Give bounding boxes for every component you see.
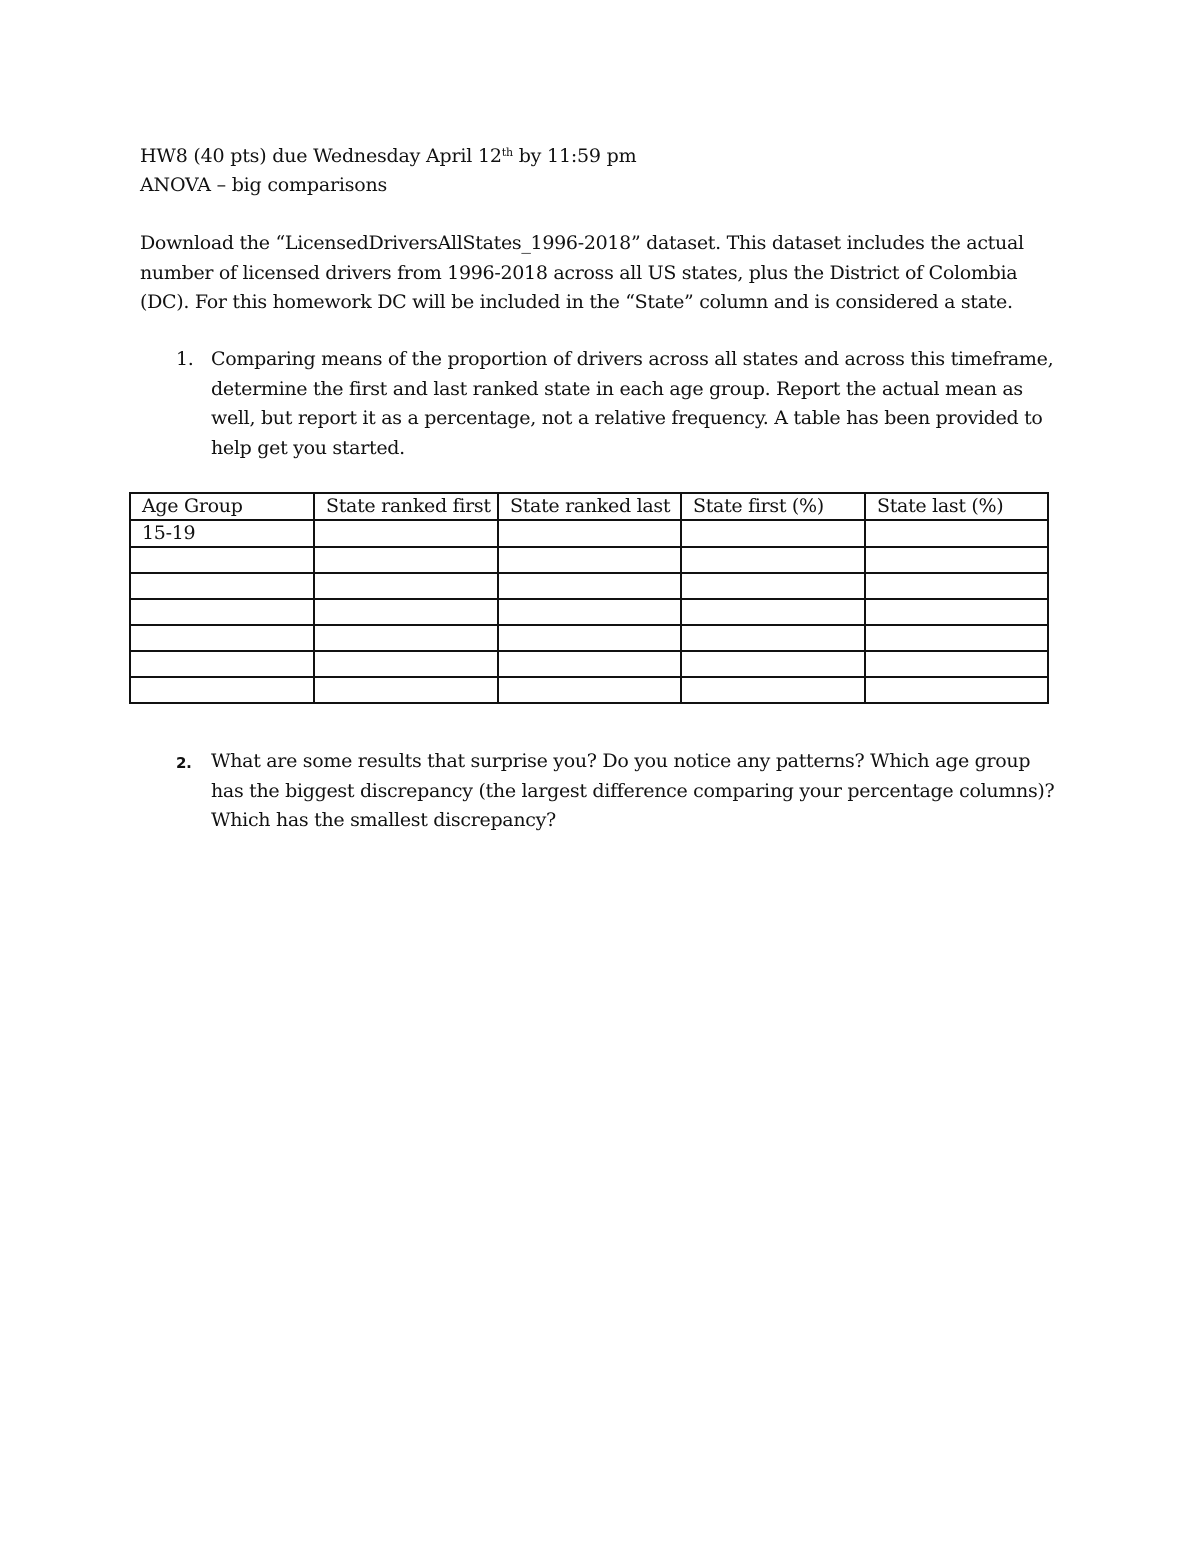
header-age-group: Age Group [130, 493, 314, 520]
table-cell[interactable] [498, 573, 681, 599]
table-cell[interactable] [681, 520, 865, 547]
assignment-subtitle: ANOVA – big comparisons [140, 174, 388, 196]
table-cell[interactable] [865, 547, 1048, 573]
table-cell[interactable] [130, 573, 314, 599]
table-row [130, 625, 1048, 651]
table-cell[interactable] [681, 573, 865, 599]
table-cell[interactable] [498, 520, 681, 547]
answer-table [129, 492, 1049, 704]
intro-paragraph: Download the “LicensedDriversAllStates_1996-2018” dataset. This dataset includes the actual number of licensed drivers from 1996-2018 across all US states, plus the District of Colombia (DC). For this homework DC will be included in the “State” column and is considered a state. [140, 232, 1024, 313]
table-cell[interactable] [681, 651, 865, 677]
table-cell[interactable] [130, 677, 314, 703]
question-1-number: 1. [176, 348, 194, 370]
table-cell[interactable] [865, 625, 1048, 651]
table-row [130, 573, 1048, 599]
table-cell[interactable] [130, 651, 314, 677]
table-cell[interactable] [498, 625, 681, 651]
table-cell[interactable] [498, 651, 681, 677]
table-cell[interactable] [865, 677, 1048, 703]
table-cell[interactable] [314, 677, 498, 703]
question-2-text: What are some results that surprise you? Do you notice any patterns? Which age group has the biggest discrepancy (the largest difference comparing your percentage columns)? Which has the smallest discrepancy? [211, 750, 1055, 831]
question-1-text: Comparing means of the proportion of drivers across all states and across this timeframe, determine the first and last ranked state in each age group. Report the actual mean as well, but report it as a percentage, not a relative frequency. A table has been provided to help get you started. [211, 348, 1054, 459]
title-superscript: th [501, 146, 513, 159]
table-cell[interactable] [314, 573, 498, 599]
table-cell[interactable] [314, 599, 498, 625]
title-deadline: by 11:59 pm [512, 145, 637, 167]
header-state-ranked-first: State ranked first [314, 493, 498, 520]
question-1 [140, 345, 1065, 463]
table-row [130, 547, 1048, 573]
table-row [130, 677, 1048, 703]
header-state-ranked-last: State ranked last [498, 493, 681, 520]
table-row [130, 599, 1048, 625]
table-row [130, 520, 1048, 547]
table-cell[interactable] [130, 599, 314, 625]
header-state-last-percent: State last (%) [865, 493, 1048, 520]
table-cell[interactable] [865, 651, 1048, 677]
question-2-number: 2. [176, 754, 192, 772]
table-cell[interactable] [681, 599, 865, 625]
table-cell[interactable] [314, 625, 498, 651]
table-cell[interactable] [865, 520, 1048, 547]
table-cell[interactable] [865, 573, 1048, 599]
table-cell[interactable] [681, 547, 865, 573]
table-cell[interactable] [681, 677, 865, 703]
table-cell[interactable] [314, 547, 498, 573]
table-cell[interactable]: 15-19 [130, 520, 314, 547]
table-cell[interactable] [498, 599, 681, 625]
assignment-title [140, 142, 636, 171]
question-2 [140, 747, 1065, 836]
table-header-row [130, 493, 1048, 520]
table-cell[interactable] [498, 547, 681, 573]
title-main: HW8 (40 pts) due Wednesday April 12 [140, 145, 502, 167]
table-cell[interactable] [314, 651, 498, 677]
table-cell[interactable] [130, 547, 314, 573]
table-cell[interactable] [314, 520, 498, 547]
table-cell[interactable] [681, 625, 865, 651]
table-cell[interactable] [865, 599, 1048, 625]
table-cell[interactable] [498, 677, 681, 703]
table-cell[interactable] [130, 625, 314, 651]
header-state-first-percent: State first (%) [681, 493, 865, 520]
table-row [130, 651, 1048, 677]
